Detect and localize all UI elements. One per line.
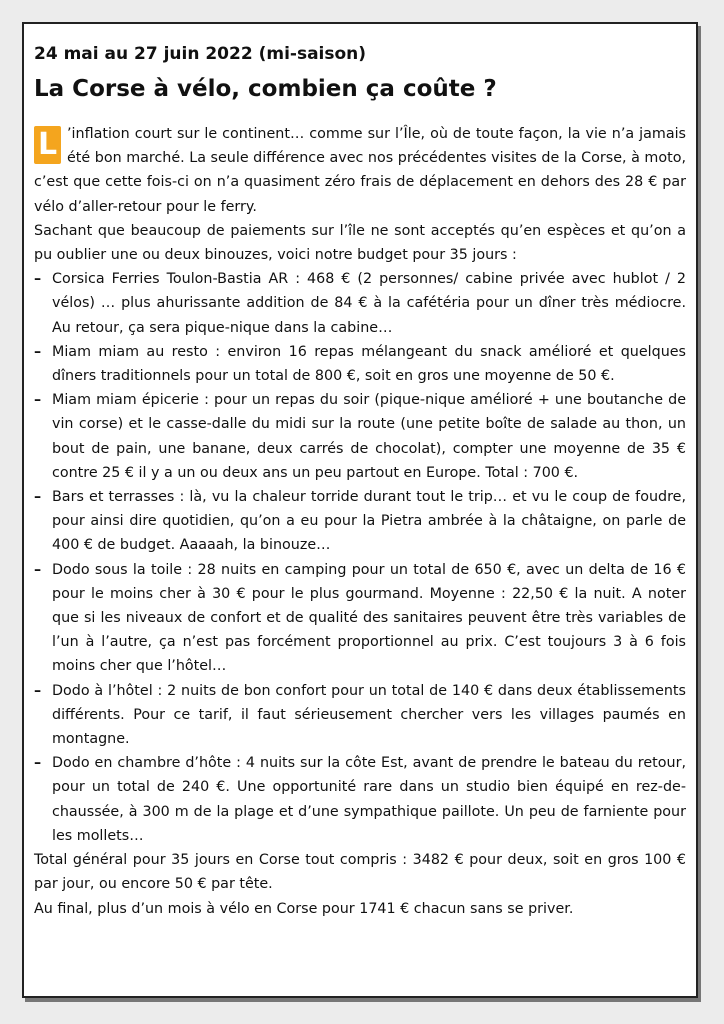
document-page	[22, 22, 698, 998]
article-body	[34, 122, 686, 921]
intro-text: ’inflation court sur le continent… comme sur l’Île, où de toute façon, la vie n’a jamais été bon marché. La seule différence avec nos précédentes visites de la Corse, à moto, c’est que cette fois-ci on n’a quasiment zéro frais de déplacement en dehors des 28 € par vélo d’aller-retour pour le ferry.	[34, 126, 686, 215]
date-range: 24 mai au 27 juin 2022 (mi-saison)	[34, 44, 367, 64]
list-item: – Dodo à l’hôtel : 2 nuits de bon confort pour un total de 140 € dans deux établissements différents. Pour ce tarif, il faut sérieusement chercher vers les villages paumés en montagne.	[34, 679, 686, 752]
final-summary: Au final, plus d’un mois à vélo en Corse pour 1741 € chacun sans se priver.	[34, 900, 574, 917]
article	[34, 42, 686, 921]
list-item: – Corsica Ferries Toulon-Bastia AR : 468 € (2 personnes/ cabine privée avec hublot / 2 vélos) … plus ahurissante addition de 84 € à la cafétéria pour un dîner très médiocre. Au retour, ça sera pique-nique dans la cabine…	[34, 267, 686, 340]
budget-intro: Sachant que beaucoup de paiements sur l’île ne sont acceptés qu’en espèces et qu’on a pu oublier une ou deux binouzes, voici notre budget pour 35 jours :	[34, 222, 686, 264]
list-item: – Dodo sous la toile : 28 nuits en camping pour un total de 650 €, avec un delta de 16 € pour le moins cher à 30 € pour le plus gourmand. Moyenne : 22,50 € la nuit. A noter que si les niveaux de confort et de qualité des sanitaires peuvent être très variables de l’un à l’autre, ça n’est pas forcément proportionnel au prix. C’est toujours 3 à 6 fois moins cher que l’hôtel…	[34, 558, 686, 679]
total-summary: Total général pour 35 jours en Corse tout compris : 3482 € pour deux, soit en gros 100 € par jour, ou encore 50 € par tête.	[34, 852, 686, 893]
list-item: – Dodo en chambre d’hôte : 4 nuits sur la côte Est, avant de prendre le bateau du retour, pour un total de 240 €. Une opportunité rare dans un studio bien équipé en rez-de-chaussée, à 300 m de la plage et d’une sympathique paillote. Un peu de farniente pour les mollets…	[34, 751, 686, 848]
article-title: La Corse à vélo, combien ça coûte ?	[34, 76, 497, 102]
list-item: – Miam miam au resto : environ 16 repas mélangeant du snack amélioré et quelques dîners traditionnels pour un total de 800 €, soit en gros une moyenne de 50 €.	[34, 340, 686, 388]
dropcap-letter: L	[34, 126, 61, 164]
list-item: – Bars et terrasses : là, vu la chaleur torride durant tout le trip… et vu le coup de foudre, pour ainsi dire quotidien, qu’on a eu pour la Pietra ambrée à la châtaigne, on parle de 400 € de budget. Aaaaah, la binouze…	[34, 485, 686, 558]
budget-list	[34, 267, 686, 848]
intro-paragraph	[34, 122, 686, 219]
list-item: – Miam miam épicerie : pour un repas du soir (pique-nique amélioré + une boutanche de vin corse) et le casse-dalle du midi sur la route (une petite boîte de salade au thon, un bout de pain, une banane, deux carrés de chocolat), compter une moyenne de 35 € contre 25 € il y a un ou deux ans un peu partout en Europe. Total : 700 €.	[34, 388, 686, 485]
